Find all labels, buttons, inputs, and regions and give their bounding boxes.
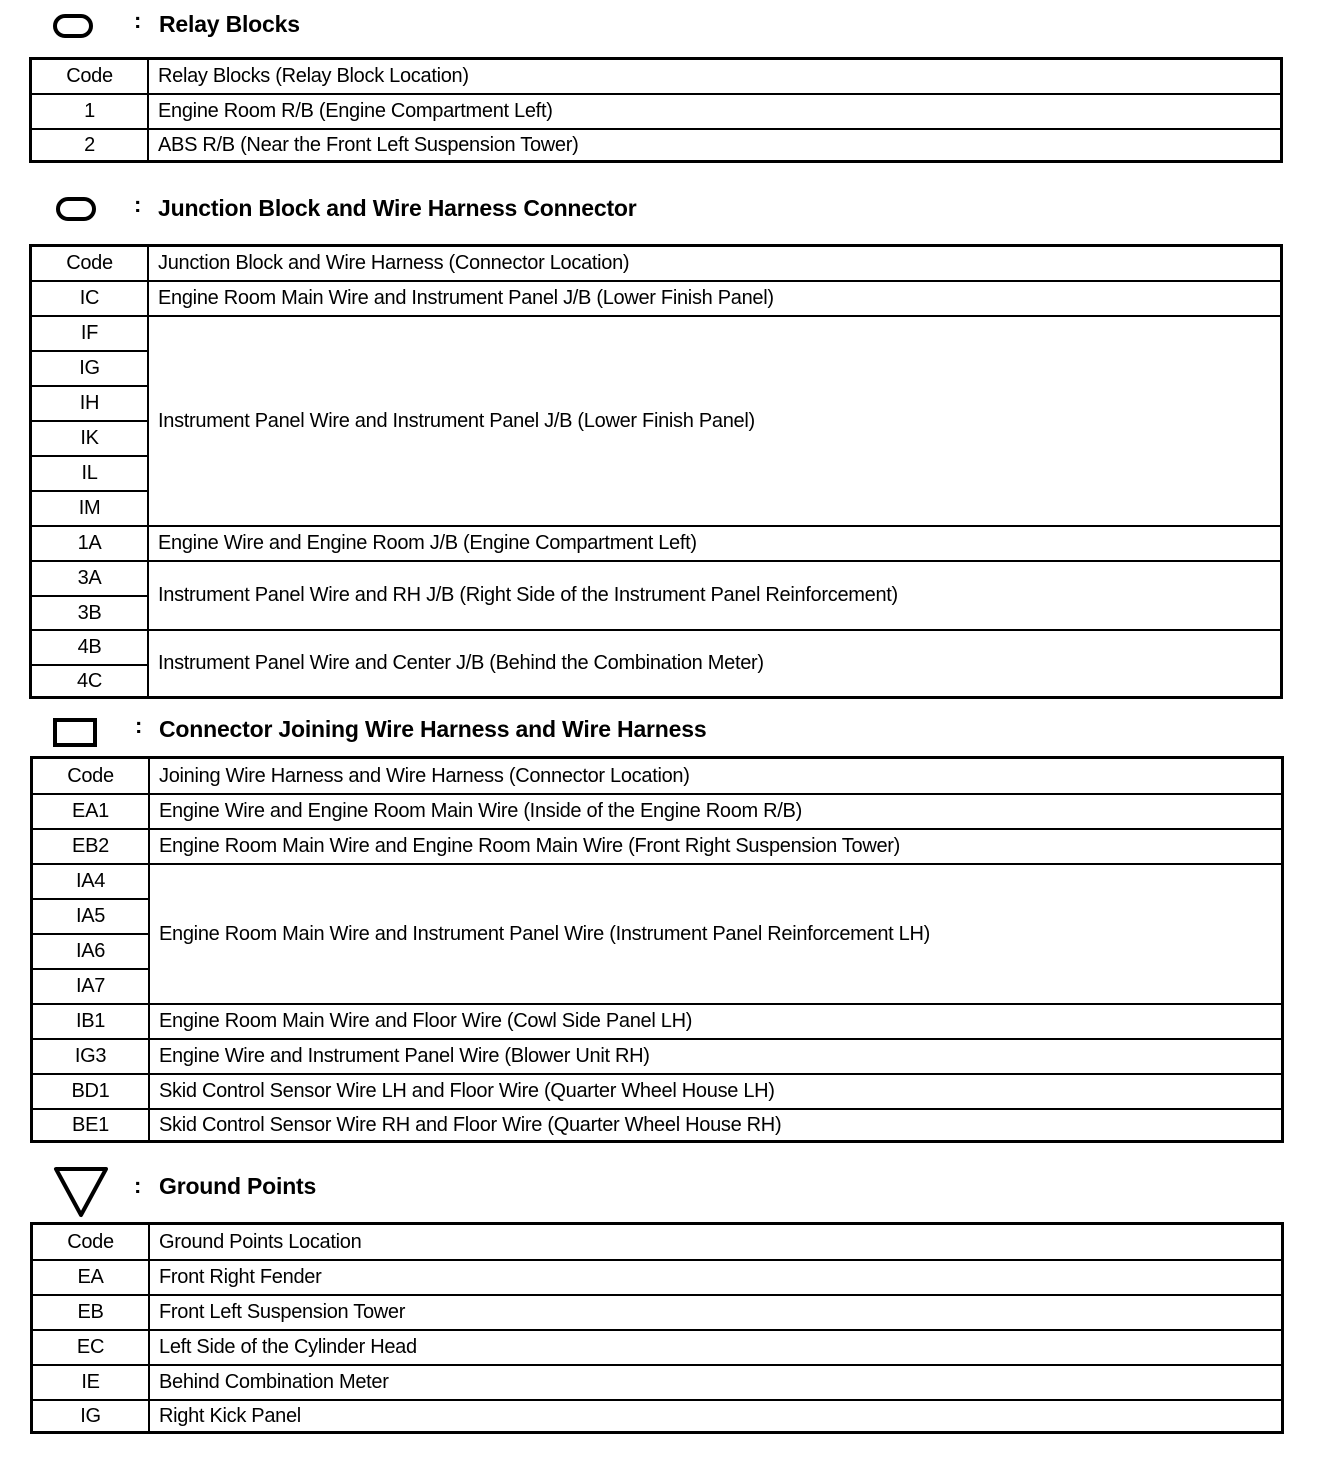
code-cell: IG <box>32 1400 150 1433</box>
table-row <box>31 129 1282 162</box>
section-header <box>0 185 1328 229</box>
code-cell: EA1 <box>32 794 150 829</box>
code-cell: IA7 <box>32 969 150 1004</box>
description-cell: Engine Wire and Engine Room Main Wire (Inside of the Engine Room R/B) <box>149 794 1283 829</box>
table-row <box>31 526 1282 561</box>
table-header-row <box>32 758 1283 794</box>
description-cell: Skid Control Sensor Wire RH and Floor Wire (Quarter Wheel House RH) <box>149 1109 1283 1142</box>
section-title: Relay Blocks <box>159 11 300 37</box>
code-cell: 3A <box>31 561 149 596</box>
table-header-row <box>31 246 1282 281</box>
table-row <box>32 1295 1283 1330</box>
description-header: Joining Wire Harness and Wire Harness (Connector Location) <box>149 758 1283 794</box>
section-title: Ground Points <box>159 1173 317 1199</box>
code-cell: EB <box>32 1295 150 1330</box>
section-title: Connector Joining Wire Harness and Wire Harness <box>159 716 707 742</box>
table-row <box>32 864 1283 899</box>
rectangle-icon <box>53 718 97 747</box>
description-cell: Engine Room Main Wire and Instrument Panel Wire (Instrument Panel Reinforcement LH) <box>149 864 1283 1004</box>
rounded-rectangle-icon <box>53 14 93 38</box>
colon-separator: : <box>134 1173 142 1198</box>
description-header: Relay Blocks (Relay Block Location) <box>148 59 1282 94</box>
code-cell: BE1 <box>32 1109 150 1142</box>
colon-separator: : <box>134 192 142 217</box>
table-row <box>31 630 1282 665</box>
description-cell: Front Left Suspension Tower <box>149 1295 1283 1330</box>
colon-separator: : <box>134 8 142 33</box>
section-header <box>0 1162 1328 1206</box>
code-cell: IA4 <box>32 864 150 899</box>
table-row <box>32 829 1283 864</box>
table-row <box>32 1330 1283 1365</box>
description-cell: Skid Control Sensor Wire LH and Floor Wire (Quarter Wheel House LH) <box>149 1074 1283 1109</box>
table-row <box>32 1365 1283 1400</box>
table-row <box>32 1400 1283 1433</box>
table-row <box>32 1039 1283 1074</box>
junction-block-table <box>29 244 1283 699</box>
code-cell: 1A <box>31 526 149 561</box>
description-cell: Engine Room R/B (Engine Compartment Left) <box>148 94 1282 129</box>
description-cell: ABS R/B (Near the Front Left Suspension Tower) <box>148 129 1282 162</box>
table-row <box>32 1074 1283 1109</box>
description-cell: Instrument Panel Wire and RH J/B (Right Side of the Instrument Panel Reinforcement) <box>148 561 1282 630</box>
code-cell: EB2 <box>32 829 150 864</box>
description-cell: Engine Wire and Engine Room J/B (Engine Compartment Left) <box>148 526 1282 561</box>
code-cell: 1 <box>31 94 149 129</box>
code-cell: 3B <box>31 596 149 630</box>
table-header-row <box>31 59 1282 94</box>
code-header: Code <box>31 246 149 281</box>
description-cell: Left Side of the Cylinder Head <box>149 1330 1283 1365</box>
code-cell: IG <box>31 351 149 386</box>
description-cell: Front Right Fender <box>149 1260 1283 1295</box>
ground-triangle-icon <box>52 1165 110 1219</box>
code-cell: IL <box>31 456 149 491</box>
code-cell: EA <box>32 1260 150 1295</box>
table-row <box>31 316 1282 351</box>
code-cell: IA5 <box>32 899 150 934</box>
table-row <box>31 281 1282 316</box>
code-cell: 4C <box>31 665 149 698</box>
code-cell: IM <box>31 491 149 526</box>
connector-joining-table <box>30 756 1284 1143</box>
table-row <box>32 1260 1283 1295</box>
code-header: Code <box>32 758 150 794</box>
description-cell: Engine Room Main Wire and Engine Room Main Wire (Front Right Suspension Tower) <box>149 829 1283 864</box>
code-cell: IA6 <box>32 934 150 969</box>
code-cell: IH <box>31 386 149 421</box>
code-cell: IF <box>31 316 149 351</box>
table-row <box>31 94 1282 129</box>
description-cell: Right Kick Panel <box>149 1400 1283 1433</box>
section-title: Junction Block and Wire Harness Connector <box>158 195 637 221</box>
code-cell: EC <box>32 1330 150 1365</box>
description-cell: Engine Room Main Wire and Floor Wire (Cowl Side Panel LH) <box>149 1004 1283 1039</box>
section-header <box>0 0 1328 44</box>
description-cell: Engine Room Main Wire and Instrument Panel J/B (Lower Finish Panel) <box>148 281 1282 316</box>
code-cell: 4B <box>31 630 149 665</box>
table-row <box>32 794 1283 829</box>
code-header: Code <box>32 1224 150 1260</box>
code-cell: IG3 <box>32 1039 150 1074</box>
colon-separator: : <box>135 713 143 738</box>
rounded-rectangle-icon <box>56 197 96 221</box>
description-header: Ground Points Location <box>149 1224 1283 1260</box>
relay-blocks-table <box>29 57 1283 163</box>
ground-points-table <box>30 1222 1284 1434</box>
table-row <box>32 1109 1283 1142</box>
code-cell: BD1 <box>32 1074 150 1109</box>
table-row <box>32 1004 1283 1039</box>
code-header: Code <box>31 59 149 94</box>
code-cell: 2 <box>31 129 149 162</box>
description-cell: Instrument Panel Wire and Instrument Panel J/B (Lower Finish Panel) <box>148 316 1282 526</box>
description-cell: Instrument Panel Wire and Center J/B (Behind the Combination Meter) <box>148 630 1282 698</box>
table-header-row <box>32 1224 1283 1260</box>
code-cell: IC <box>31 281 149 316</box>
section-header <box>0 705 1328 749</box>
description-cell: Behind Combination Meter <box>149 1365 1283 1400</box>
code-cell: IE <box>32 1365 150 1400</box>
description-cell: Engine Wire and Instrument Panel Wire (Blower Unit RH) <box>149 1039 1283 1074</box>
code-cell: IK <box>31 421 149 456</box>
description-header: Junction Block and Wire Harness (Connector Location) <box>148 246 1282 281</box>
table-row <box>31 561 1282 596</box>
code-cell: IB1 <box>32 1004 150 1039</box>
